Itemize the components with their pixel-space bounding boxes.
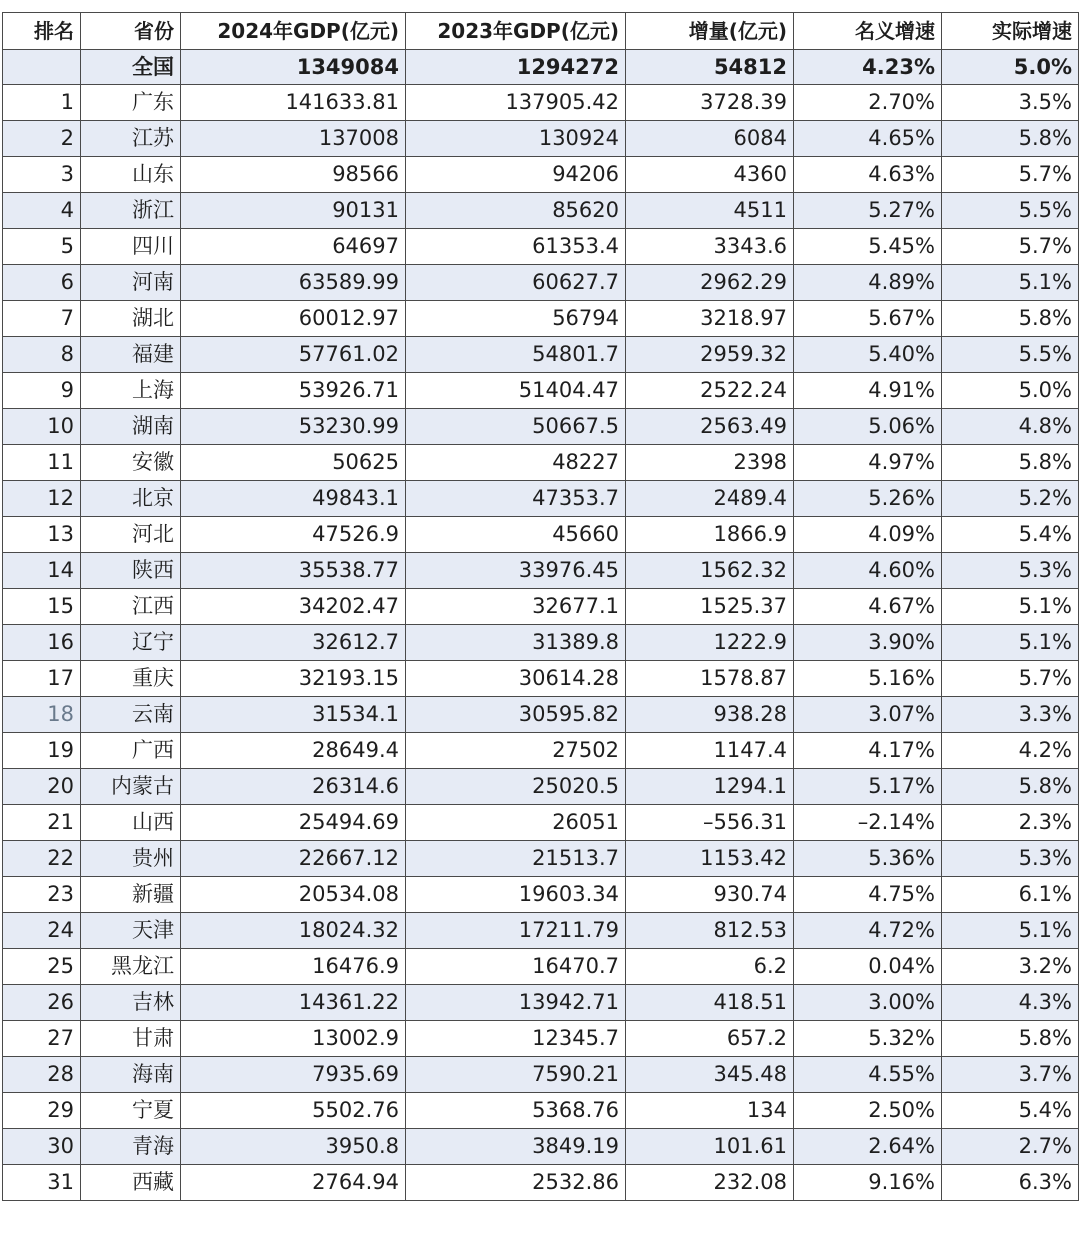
province-row — [3, 913, 1079, 949]
gdp-2024-cell: 2764.94 — [181, 1165, 406, 1201]
gdp-2023-cell: 3849.19 — [406, 1129, 626, 1165]
nominal-growth-cell: 4.97% — [794, 445, 942, 481]
gdp-2023-cell: 27502 — [406, 733, 626, 769]
gdp-2023-cell: 17211.79 — [406, 913, 626, 949]
header-row — [3, 13, 1079, 50]
province-cell: 辽宁 — [81, 625, 181, 661]
rank-cell: 10 — [3, 409, 81, 445]
rank-cell: 7 — [3, 301, 81, 337]
province-row — [3, 1021, 1079, 1057]
total-rank — [3, 50, 81, 85]
table-body — [3, 50, 1079, 1201]
real-growth-cell: 5.8% — [942, 1021, 1079, 1057]
gdp-2023-cell: 32677.1 — [406, 589, 626, 625]
gdp-2024-cell: 13002.9 — [181, 1021, 406, 1057]
real-growth-cell: 5.2% — [942, 481, 1079, 517]
rank-cell: 21 — [3, 805, 81, 841]
province-row — [3, 697, 1079, 733]
increase-cell: 1222.9 — [626, 625, 794, 661]
table-header — [3, 13, 1079, 50]
nominal-growth-cell: 2.70% — [794, 85, 942, 121]
increase-cell: 812.53 — [626, 913, 794, 949]
total-label: 全国 — [81, 50, 181, 85]
gdp-2024-cell: 90131 — [181, 193, 406, 229]
nominal-growth-cell: 5.26% — [794, 481, 942, 517]
gdp-2023-cell: 85620 — [406, 193, 626, 229]
province-cell: 福建 — [81, 337, 181, 373]
header-increase: 增量(亿元) — [626, 13, 794, 50]
real-growth-cell: 6.3% — [942, 1165, 1079, 1201]
increase-cell: 134 — [626, 1093, 794, 1129]
gdp-2023-cell: 16470.7 — [406, 949, 626, 985]
province-row — [3, 1165, 1079, 1201]
province-cell: 湖南 — [81, 409, 181, 445]
rank-cell: 6 — [3, 265, 81, 301]
national-total-row — [3, 50, 1079, 85]
gdp-2024-cell: 7935.69 — [181, 1057, 406, 1093]
increase-cell: 1866.9 — [626, 517, 794, 553]
province-cell: 宁夏 — [81, 1093, 181, 1129]
rank-cell: 14 — [3, 553, 81, 589]
real-growth-cell: 5.8% — [942, 121, 1079, 157]
province-row — [3, 949, 1079, 985]
real-growth-cell: 5.1% — [942, 913, 1079, 949]
gdp-2023-cell: 25020.5 — [406, 769, 626, 805]
gdp-2024-cell: 98566 — [181, 157, 406, 193]
province-row — [3, 301, 1079, 337]
increase-cell: –556.31 — [626, 805, 794, 841]
gdp-2024-cell: 50625 — [181, 445, 406, 481]
gdp-2023-cell: 2532.86 — [406, 1165, 626, 1201]
nominal-growth-cell: 4.55% — [794, 1057, 942, 1093]
total-gdp-2023: 1294272 — [406, 50, 626, 85]
increase-cell: 1562.32 — [626, 553, 794, 589]
real-growth-cell: 2.3% — [942, 805, 1079, 841]
nominal-growth-cell: 5.32% — [794, 1021, 942, 1057]
nominal-growth-cell: 2.64% — [794, 1129, 942, 1165]
gdp-2023-cell: 54801.7 — [406, 337, 626, 373]
real-growth-cell: 5.3% — [942, 841, 1079, 877]
nominal-growth-cell: 5.45% — [794, 229, 942, 265]
gdp-2023-cell: 45660 — [406, 517, 626, 553]
increase-cell: 1578.87 — [626, 661, 794, 697]
nominal-growth-cell: 4.65% — [794, 121, 942, 157]
nominal-growth-cell: 5.17% — [794, 769, 942, 805]
increase-cell: 232.08 — [626, 1165, 794, 1201]
nominal-growth-cell: 5.27% — [794, 193, 942, 229]
gdp-2023-cell: 7590.21 — [406, 1057, 626, 1093]
gdp-2024-cell: 47526.9 — [181, 517, 406, 553]
gdp-2023-cell: 50667.5 — [406, 409, 626, 445]
total-increase: 54812 — [626, 50, 794, 85]
real-growth-cell: 5.7% — [942, 229, 1079, 265]
real-growth-cell: 5.4% — [942, 1093, 1079, 1129]
gdp-2023-cell: 47353.7 — [406, 481, 626, 517]
rank-cell: 18 — [3, 697, 81, 733]
gdp-2024-cell: 32612.7 — [181, 625, 406, 661]
province-cell: 河南 — [81, 265, 181, 301]
increase-cell: 2489.4 — [626, 481, 794, 517]
increase-cell: 3218.97 — [626, 301, 794, 337]
gdp-2023-cell: 48227 — [406, 445, 626, 481]
province-cell: 浙江 — [81, 193, 181, 229]
nominal-growth-cell: 4.17% — [794, 733, 942, 769]
gdp-2024-cell: 3950.8 — [181, 1129, 406, 1165]
gdp-2024-cell: 32193.15 — [181, 661, 406, 697]
gdp-2024-cell: 16476.9 — [181, 949, 406, 985]
header-rank: 排名 — [3, 13, 81, 50]
increase-cell: 657.2 — [626, 1021, 794, 1057]
increase-cell: 2962.29 — [626, 265, 794, 301]
province-cell: 安徽 — [81, 445, 181, 481]
rank-cell: 27 — [3, 1021, 81, 1057]
province-row — [3, 661, 1079, 697]
gdp-2023-cell: 21513.7 — [406, 841, 626, 877]
gdp-2023-cell: 30595.82 — [406, 697, 626, 733]
increase-cell: 345.48 — [626, 1057, 794, 1093]
gdp-2023-cell: 19603.34 — [406, 877, 626, 913]
province-row — [3, 1057, 1079, 1093]
increase-cell: 418.51 — [626, 985, 794, 1021]
province-cell: 上海 — [81, 373, 181, 409]
rank-cell: 1 — [3, 85, 81, 121]
province-row — [3, 1129, 1079, 1165]
nominal-growth-cell: 2.50% — [794, 1093, 942, 1129]
real-growth-cell: 3.2% — [942, 949, 1079, 985]
rank-cell: 28 — [3, 1057, 81, 1093]
gdp-2024-cell: 5502.76 — [181, 1093, 406, 1129]
increase-cell: 938.28 — [626, 697, 794, 733]
gdp-ranking-sheet — [0, 12, 1080, 1251]
province-row — [3, 157, 1079, 193]
province-row — [3, 985, 1079, 1021]
real-growth-cell: 2.7% — [942, 1129, 1079, 1165]
rank-cell: 4 — [3, 193, 81, 229]
real-growth-cell: 5.5% — [942, 337, 1079, 373]
nominal-growth-cell: 4.72% — [794, 913, 942, 949]
gdp-2024-cell: 20534.08 — [181, 877, 406, 913]
province-cell: 天津 — [81, 913, 181, 949]
rank-cell: 2 — [3, 121, 81, 157]
province-row — [3, 805, 1079, 841]
nominal-growth-cell: –2.14% — [794, 805, 942, 841]
real-growth-cell: 4.2% — [942, 733, 1079, 769]
nominal-growth-cell: 4.67% — [794, 589, 942, 625]
gdp-2023-cell: 13942.71 — [406, 985, 626, 1021]
gdp-2024-cell: 18024.32 — [181, 913, 406, 949]
real-growth-cell: 5.8% — [942, 445, 1079, 481]
gdp-2024-cell: 31534.1 — [181, 697, 406, 733]
gdp-2023-cell: 130924 — [406, 121, 626, 157]
province-cell: 四川 — [81, 229, 181, 265]
total-real-growth: 5.0% — [942, 50, 1079, 85]
increase-cell: 101.61 — [626, 1129, 794, 1165]
increase-cell: 2563.49 — [626, 409, 794, 445]
increase-cell: 2522.24 — [626, 373, 794, 409]
nominal-growth-cell: 4.75% — [794, 877, 942, 913]
gdp-2023-cell: 61353.4 — [406, 229, 626, 265]
gdp-2024-cell: 137008 — [181, 121, 406, 157]
gdp-2023-cell: 30614.28 — [406, 661, 626, 697]
gdp-2024-cell: 60012.97 — [181, 301, 406, 337]
increase-cell: 3728.39 — [626, 85, 794, 121]
increase-cell: 1147.4 — [626, 733, 794, 769]
total-nominal-growth: 4.23% — [794, 50, 942, 85]
rank-cell: 16 — [3, 625, 81, 661]
gdp-2023-cell: 5368.76 — [406, 1093, 626, 1129]
gdp-2024-cell: 64697 — [181, 229, 406, 265]
nominal-growth-cell: 5.06% — [794, 409, 942, 445]
real-growth-cell: 5.4% — [942, 517, 1079, 553]
real-growth-cell: 5.1% — [942, 265, 1079, 301]
increase-cell: 1153.42 — [626, 841, 794, 877]
nominal-growth-cell: 5.16% — [794, 661, 942, 697]
rank-cell: 19 — [3, 733, 81, 769]
gdp-2024-cell: 49843.1 — [181, 481, 406, 517]
real-growth-cell: 6.1% — [942, 877, 1079, 913]
gdp-2023-cell: 26051 — [406, 805, 626, 841]
rank-cell: 26 — [3, 985, 81, 1021]
province-cell: 黑龙江 — [81, 949, 181, 985]
increase-cell: 2959.32 — [626, 337, 794, 373]
increase-cell: 1294.1 — [626, 769, 794, 805]
nominal-growth-cell: 5.36% — [794, 841, 942, 877]
real-growth-cell: 3.7% — [942, 1057, 1079, 1093]
province-row — [3, 85, 1079, 121]
increase-cell: 4511 — [626, 193, 794, 229]
gdp-2024-cell: 63589.99 — [181, 265, 406, 301]
province-row — [3, 445, 1079, 481]
province-row — [3, 733, 1079, 769]
rank-cell: 15 — [3, 589, 81, 625]
rank-cell: 25 — [3, 949, 81, 985]
province-cell: 北京 — [81, 481, 181, 517]
gdp-2024-cell: 141633.81 — [181, 85, 406, 121]
gdp-2023-cell: 94206 — [406, 157, 626, 193]
rank-cell: 23 — [3, 877, 81, 913]
total-gdp-2024: 1349084 — [181, 50, 406, 85]
header-province: 省份 — [81, 13, 181, 50]
gdp-2023-cell: 60627.7 — [406, 265, 626, 301]
gdp-2023-cell: 51404.47 — [406, 373, 626, 409]
nominal-growth-cell: 5.67% — [794, 301, 942, 337]
real-growth-cell: 3.3% — [942, 697, 1079, 733]
real-growth-cell: 5.7% — [942, 157, 1079, 193]
real-growth-cell: 5.3% — [942, 553, 1079, 589]
real-growth-cell: 3.5% — [942, 85, 1079, 121]
province-cell: 新疆 — [81, 877, 181, 913]
province-row — [3, 1093, 1079, 1129]
gdp-2023-cell: 31389.8 — [406, 625, 626, 661]
province-row — [3, 517, 1079, 553]
nominal-growth-cell: 4.63% — [794, 157, 942, 193]
province-cell: 江苏 — [81, 121, 181, 157]
rank-cell: 30 — [3, 1129, 81, 1165]
header-real-growth: 实际增速 — [942, 13, 1079, 50]
real-growth-cell: 5.5% — [942, 193, 1079, 229]
province-row — [3, 337, 1079, 373]
nominal-growth-cell: 4.60% — [794, 553, 942, 589]
province-row — [3, 877, 1079, 913]
real-growth-cell: 5.1% — [942, 589, 1079, 625]
province-cell: 山东 — [81, 157, 181, 193]
rank-cell: 13 — [3, 517, 81, 553]
increase-cell: 6084 — [626, 121, 794, 157]
nominal-growth-cell: 4.09% — [794, 517, 942, 553]
rank-cell: 22 — [3, 841, 81, 877]
province-cell: 贵州 — [81, 841, 181, 877]
province-cell: 山西 — [81, 805, 181, 841]
gdp-2024-cell: 57761.02 — [181, 337, 406, 373]
province-row — [3, 121, 1079, 157]
province-row — [3, 409, 1079, 445]
gdp-2024-cell: 26314.6 — [181, 769, 406, 805]
nominal-growth-cell: 3.00% — [794, 985, 942, 1021]
province-row — [3, 373, 1079, 409]
gdp-2023-cell: 12345.7 — [406, 1021, 626, 1057]
province-row — [3, 553, 1079, 589]
increase-cell: 4360 — [626, 157, 794, 193]
province-row — [3, 841, 1079, 877]
gdp-2024-cell: 34202.47 — [181, 589, 406, 625]
nominal-growth-cell: 3.07% — [794, 697, 942, 733]
header-gdp-2024: 2024年GDP(亿元) — [181, 13, 406, 50]
province-cell: 内蒙古 — [81, 769, 181, 805]
real-growth-cell: 4.3% — [942, 985, 1079, 1021]
rank-cell: 24 — [3, 913, 81, 949]
province-row — [3, 769, 1079, 805]
rank-cell: 8 — [3, 337, 81, 373]
rank-cell: 11 — [3, 445, 81, 481]
province-cell: 吉林 — [81, 985, 181, 1021]
nominal-growth-cell: 4.91% — [794, 373, 942, 409]
province-row — [3, 265, 1079, 301]
province-cell: 青海 — [81, 1129, 181, 1165]
gdp-2023-cell: 56794 — [406, 301, 626, 337]
gdp-2023-cell: 137905.42 — [406, 85, 626, 121]
header-nominal-growth: 名义增速 — [794, 13, 942, 50]
gdp-2024-cell: 35538.77 — [181, 553, 406, 589]
rank-cell: 31 — [3, 1165, 81, 1201]
nominal-growth-cell: 5.40% — [794, 337, 942, 373]
province-cell: 西藏 — [81, 1165, 181, 1201]
gdp-2023-cell: 33976.45 — [406, 553, 626, 589]
province-cell: 甘肃 — [81, 1021, 181, 1057]
province-row — [3, 625, 1079, 661]
real-growth-cell: 5.8% — [942, 769, 1079, 805]
province-row — [3, 229, 1079, 265]
province-cell: 广东 — [81, 85, 181, 121]
rank-cell: 5 — [3, 229, 81, 265]
province-cell: 陕西 — [81, 553, 181, 589]
province-cell: 河北 — [81, 517, 181, 553]
nominal-growth-cell: 9.16% — [794, 1165, 942, 1201]
rank-cell: 12 — [3, 481, 81, 517]
province-cell: 湖北 — [81, 301, 181, 337]
provincial-gdp-table — [2, 12, 1079, 1201]
province-cell: 广西 — [81, 733, 181, 769]
gdp-2024-cell: 53230.99 — [181, 409, 406, 445]
gdp-2024-cell: 53926.71 — [181, 373, 406, 409]
province-cell: 海南 — [81, 1057, 181, 1093]
province-row — [3, 589, 1079, 625]
rank-cell: 17 — [3, 661, 81, 697]
rank-cell: 3 — [3, 157, 81, 193]
nominal-growth-cell: 4.89% — [794, 265, 942, 301]
rank-cell: 9 — [3, 373, 81, 409]
gdp-2024-cell: 14361.22 — [181, 985, 406, 1021]
nominal-growth-cell: 0.04% — [794, 949, 942, 985]
real-growth-cell: 4.8% — [942, 409, 1079, 445]
gdp-2024-cell: 22667.12 — [181, 841, 406, 877]
province-cell: 江西 — [81, 589, 181, 625]
increase-cell: 2398 — [626, 445, 794, 481]
increase-cell: 3343.6 — [626, 229, 794, 265]
increase-cell: 1525.37 — [626, 589, 794, 625]
real-growth-cell: 5.0% — [942, 373, 1079, 409]
province-row — [3, 481, 1079, 517]
rank-cell: 20 — [3, 769, 81, 805]
province-cell: 云南 — [81, 697, 181, 733]
province-cell: 重庆 — [81, 661, 181, 697]
header-gdp-2023: 2023年GDP(亿元) — [406, 13, 626, 50]
real-growth-cell: 5.8% — [942, 301, 1079, 337]
increase-cell: 6.2 — [626, 949, 794, 985]
real-growth-cell: 5.1% — [942, 625, 1079, 661]
gdp-2024-cell: 28649.4 — [181, 733, 406, 769]
gdp-2024-cell: 25494.69 — [181, 805, 406, 841]
province-row — [3, 193, 1079, 229]
nominal-growth-cell: 3.90% — [794, 625, 942, 661]
increase-cell: 930.74 — [626, 877, 794, 913]
real-growth-cell: 5.7% — [942, 661, 1079, 697]
rank-cell: 29 — [3, 1093, 81, 1129]
